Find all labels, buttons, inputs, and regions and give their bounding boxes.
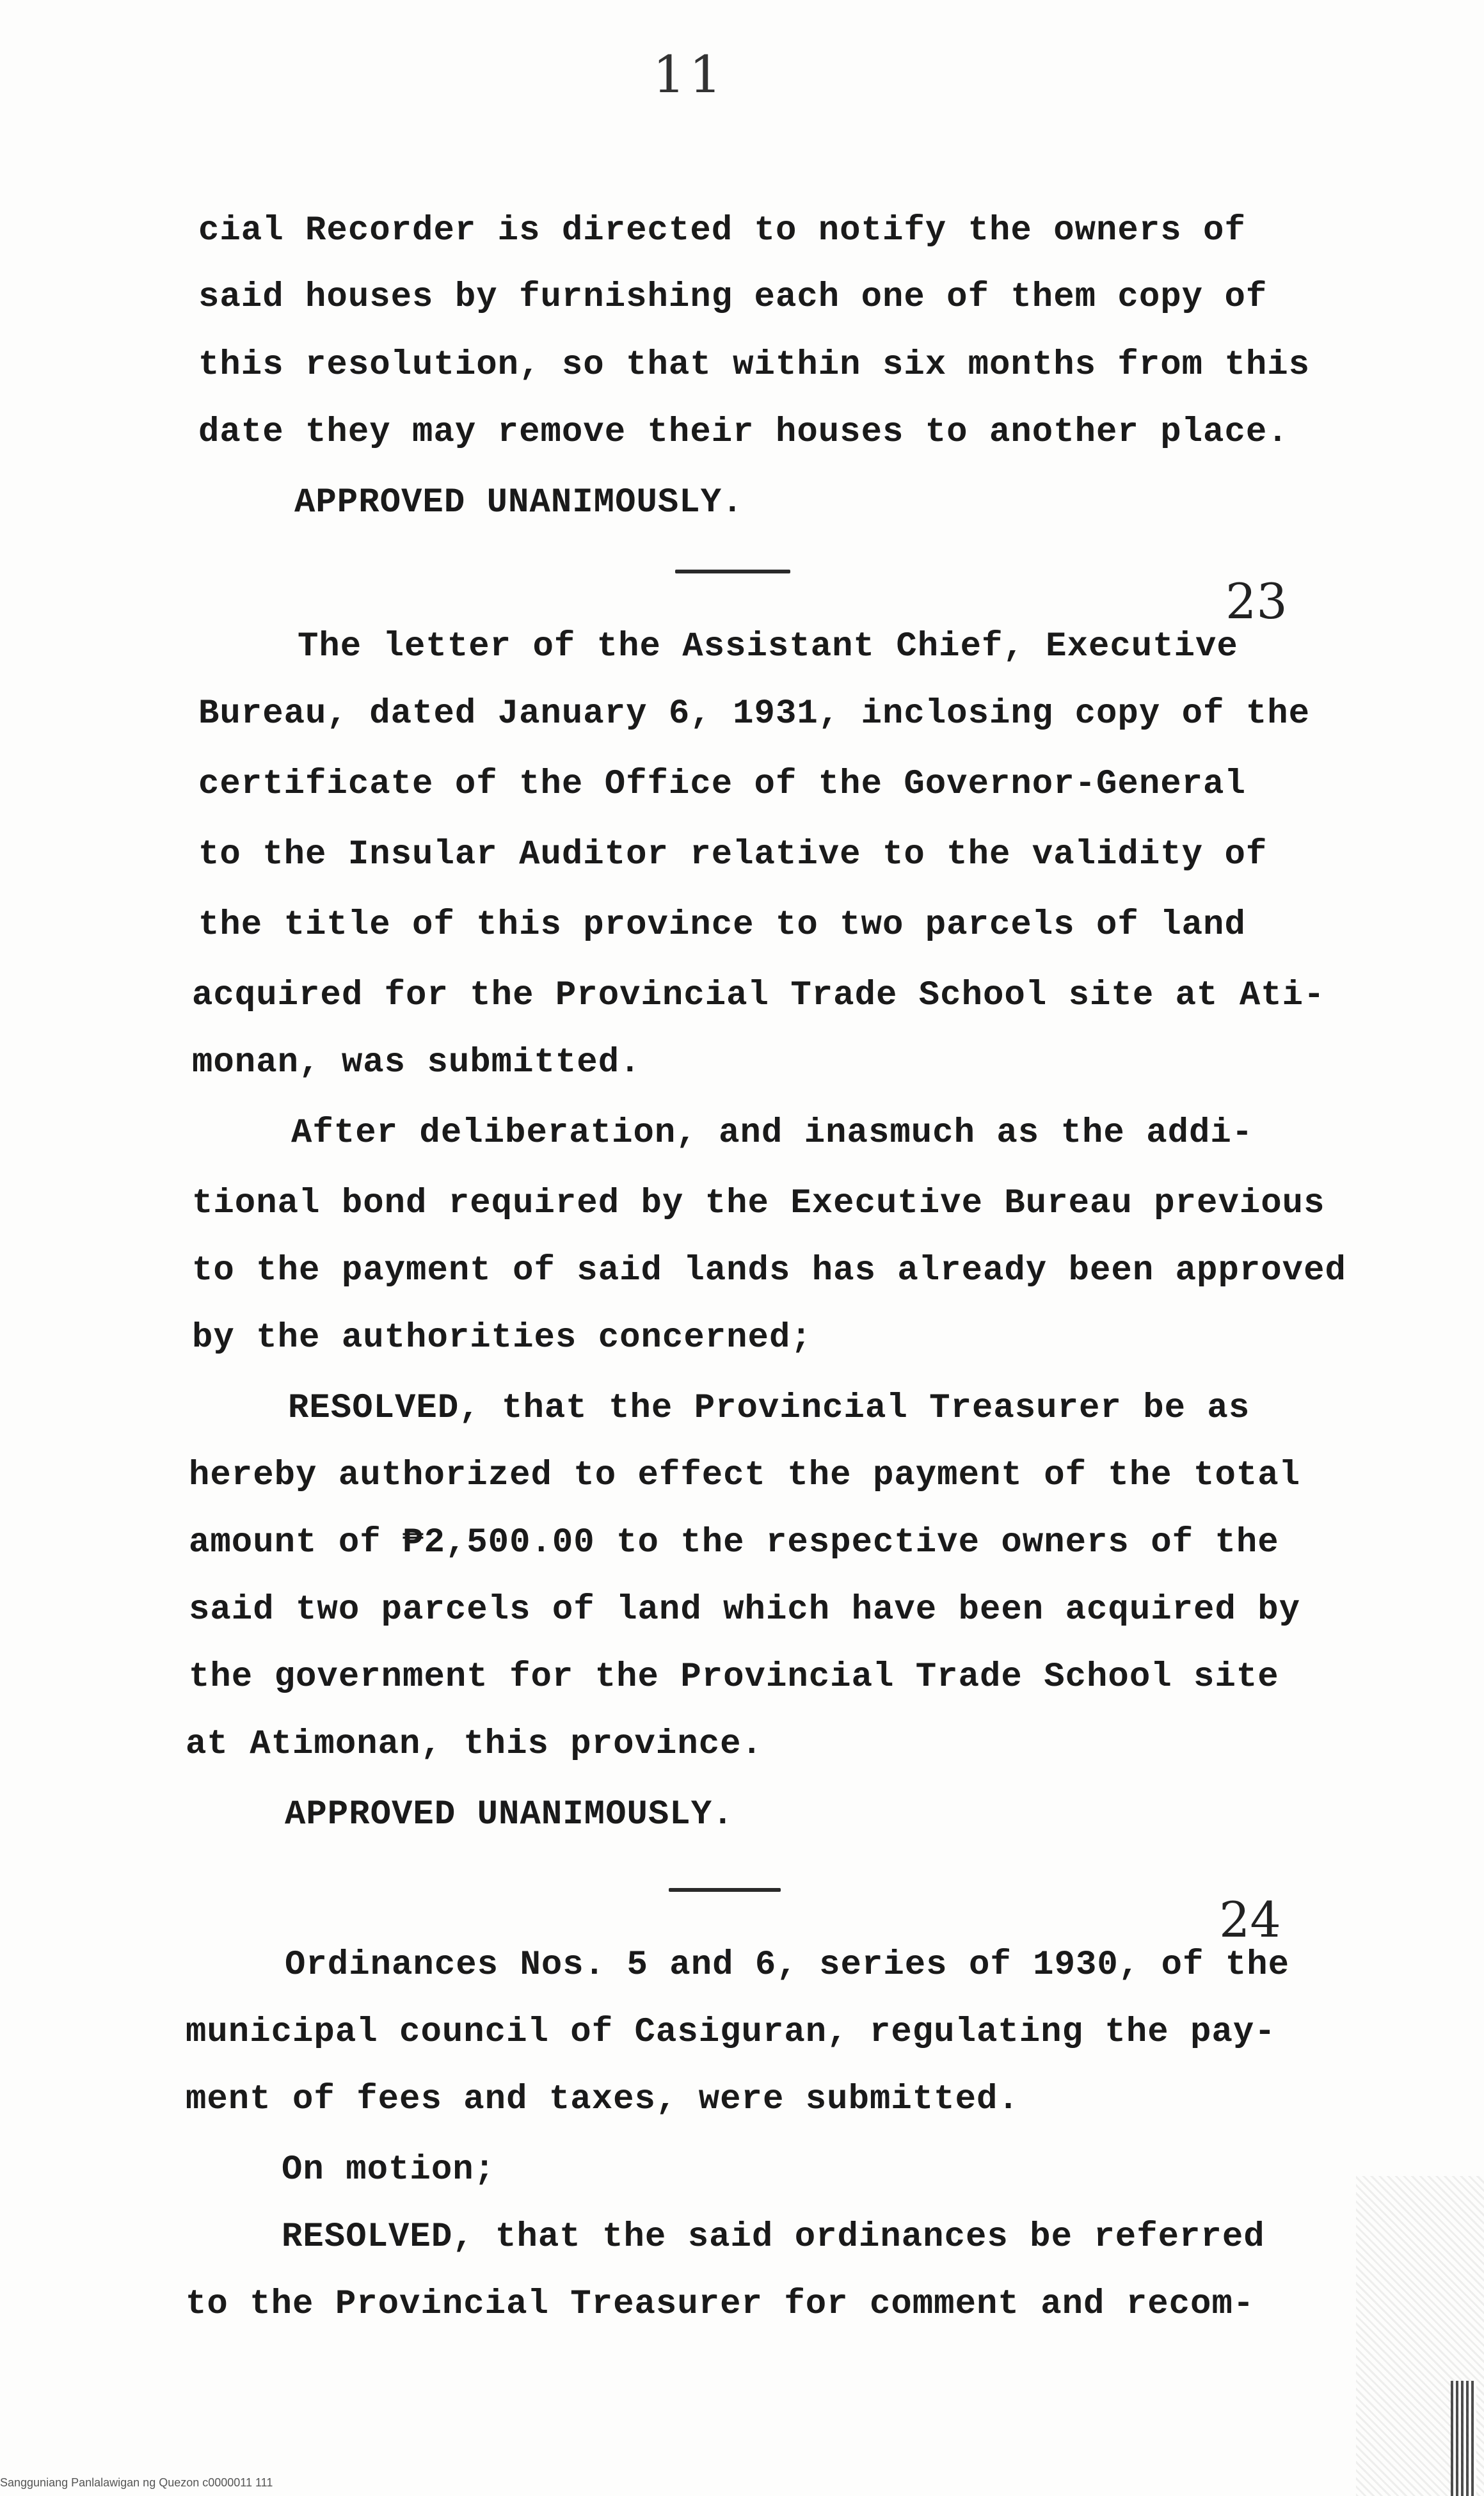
text-line: The letter of the Assistant Chief, Executive [298, 627, 1238, 666]
approved-unanimously: APPROVED UNANIMOUSLY. [285, 1795, 734, 1834]
text-line: this resolution, so that within six months from this [198, 346, 1311, 385]
text-line: ment of fees and taxes, were submitted. [186, 2080, 1019, 2119]
approved-unanimously: APPROVED UNANIMOUSLY. [294, 483, 744, 522]
text-line: cial Recorder is directed to notify the owners of [198, 211, 1246, 250]
text-line: certificate of the Office of the Governor-General [198, 765, 1246, 804]
section-divider [669, 1888, 781, 1892]
text-line: the government for the Provincial Trade School site [189, 1658, 1279, 1697]
resolution-number: 23 [1225, 573, 1288, 630]
text-line: at Atimonan, this province. [186, 1725, 763, 1764]
text-line: RESOLVED, that the said ordinances be referred [282, 2218, 1265, 2257]
text-line: hereby authorized to effect the payment of the total [189, 1456, 1301, 1495]
section-divider [675, 570, 790, 573]
text-line: the title of this province to two parcels of land [198, 906, 1246, 945]
text-line: date they may remove their houses to another place. [198, 413, 1289, 452]
text-line: said houses by furnishing each one of them copy of [198, 278, 1268, 317]
text-line: to the Provincial Treasurer for comment and recom- [186, 2285, 1255, 2324]
on-motion: On motion; [282, 2150, 496, 2189]
text-line: RESOLVED, that the Provincial Treasurer be as [288, 1389, 1250, 1428]
text-line: to the payment of said lands has already been approved [192, 1251, 1346, 1290]
text-line: monan, was submitted. [192, 1043, 641, 1082]
text-line: amount of ₱2,500.00 to the respective owners of the [189, 1523, 1279, 1562]
text-line: said two parcels of land which have been acquired by [189, 1590, 1301, 1629]
text-line: Ordinances Nos. 5 and 6, series of 1930, of the [285, 1946, 1290, 1985]
archive-footer: Sangguniang Panlalawigan ng Quezon c0000011 111 [0, 2476, 273, 2489]
text-line: municipal council of Casiguran, regulating the pay- [186, 2013, 1276, 2052]
text-line: to the Insular Auditor relative to the validity of [198, 835, 1268, 874]
text-line: tional bond required by the Executive Bureau previous [192, 1184, 1325, 1223]
text-line: Bureau, dated January 6, 1931, inclosing copy of the [198, 694, 1311, 733]
text-line: by the authorities concerned; [192, 1318, 812, 1357]
resolution-number: 24 [1219, 1891, 1281, 1948]
page-number: 11 [653, 45, 726, 104]
scan-edge-bar [1451, 2381, 1476, 2496]
text-line: After deliberation, and inasmuch as the addi- [291, 1114, 1254, 1153]
text-line: acquired for the Provincial Trade School site at Ati- [192, 976, 1325, 1015]
